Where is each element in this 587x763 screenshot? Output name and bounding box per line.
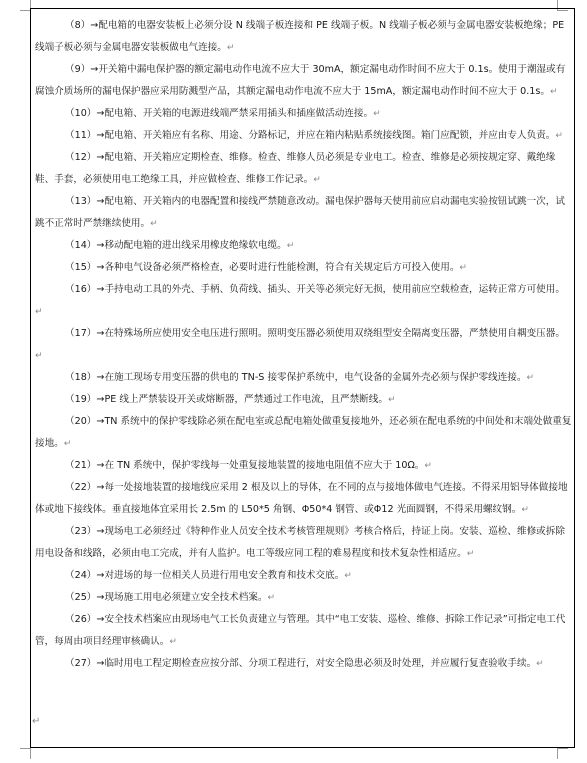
paragraph-mark: ↵ (286, 241, 295, 251)
paragraph-text: →配电箱、开关箱应定期检查、维修。检查、维修人员必须是专业电工。检查、维修是必须按规定穿、戴绝缘鞋、手套，必须使用电工绝缘工具，并应做检查、维修工作记录。 (35, 152, 556, 185)
paragraph-text: →配电箱、开关箱应有名称、用途、分路标记，并应在箱内粘贴系统接线图。箱门应配锁，并应由专人负责。 (96, 130, 556, 141)
paragraph-end-mark: ↵ (32, 716, 41, 727)
paragraph (35, 323, 572, 367)
paragraph-number: （13） (65, 196, 97, 207)
paragraph-mark: ↵ (313, 175, 321, 185)
paragraph (35, 59, 572, 103)
paragraph-text: →对进场的每一位相关人员进行用电安全教育和技术交底。 (96, 570, 345, 581)
paragraph-number: （11） (65, 130, 97, 141)
paragraph-text: →配电箱的电器安装板上必须分设 N 线端子板连接和 PE 线端子板。N 线端子板必须与金属电器安装板绝缘；PE 线端子板必须与金属电器安装板做电气连接。 (35, 20, 565, 53)
paragraph-text: →在特殊场所应使用安全电压进行照明。照明变压器必须使用双绕组型安全隔离变压器，严禁使用自耦变压器。 (96, 328, 565, 339)
paragraph-number: （27） (65, 658, 97, 669)
paragraph (35, 279, 572, 323)
document-page (30, 8, 575, 748)
paragraph-text: →现场电工必须经过《特种作业人员安全技术考核管理规则》考核合格后，持证上岗。安装、巡检、维修或拆除用电设备和线路，必须由电工完成，并有人监护。电工等级应同工程的难易程度和技术复杂性相适应。 (35, 526, 565, 559)
paragraph-mark: ↵ (226, 43, 235, 53)
paragraph-mark: ↵ (267, 593, 276, 603)
paragraph (35, 103, 572, 125)
paragraph-number: （20） (65, 416, 97, 427)
paragraph-mark: ↵ (424, 461, 432, 471)
paragraph-mark: ↵ (466, 549, 475, 559)
paragraph-mark: ↵ (549, 87, 558, 97)
page-corner-bottom-left (20, 748, 31, 759)
paragraph-number: （24） (65, 570, 97, 581)
paragraph (35, 125, 572, 147)
paragraph-text: →配电箱、开关箱内的电器配置和接线严禁随意改动。漏电保护器每天使用前应启动漏电实验按钮试跳一次，试跳不正常时严禁继续使用。 (35, 196, 565, 229)
paragraph-mark: ↵ (63, 439, 72, 449)
paragraph-mark: ↵ (459, 263, 467, 273)
paragraph (35, 367, 572, 389)
paragraph (35, 389, 572, 411)
paragraph-number: （19） (65, 394, 97, 405)
paragraph-mark: ↵ (35, 351, 43, 361)
paragraph (35, 609, 572, 653)
paragraph (35, 147, 572, 191)
paragraph-text: →临时用电工程定期检查应按分部、分项工程进行，对安全隐患必须及时处理，并应履行复查验收手续。 (96, 658, 537, 669)
paragraph-text: →开关箱中漏电保护器的额定漏电动作电流不应大于 30mA，额定漏电动作时间不应大于 0.1s。使用于潮湿或有腐蚀介质场所的漏电保护器应采用防溅型产品，其额定漏电动作电流不应大于 15mA，额定漏电动作时间不应大于 0.1s。 (35, 64, 566, 97)
paragraph (35, 411, 572, 455)
paragraph-mark: ↵ (536, 659, 544, 669)
paragraph-text: →TN 系统中的保护零线除必须在配电室或总配电箱处做重复接地外，还必须在配电系统的中间处和末端处做重复接地。 (35, 416, 572, 449)
paragraph (35, 653, 572, 675)
paragraph-number: （10） (65, 108, 97, 119)
paragraph-text: →PE 线上严禁装设开关或熔断器，严禁通过工作电流，且严禁断线。 (96, 394, 388, 405)
paragraph-mark: ↵ (555, 131, 563, 141)
paragraph-number: （23） (65, 526, 97, 537)
paragraph-text: →手持电动工具的外壳、手柄、负荷线、插头、开关等必须完好无损，使用前应空载检查，运转正常方可使用。 (96, 284, 565, 295)
paragraph-number: （16） (65, 284, 97, 295)
paragraph-text: →现场施工用电必须建立安全技术档案。 (96, 592, 268, 603)
document-body[interactable] (35, 15, 572, 675)
paragraph-number: （21） (65, 460, 97, 471)
paragraph-number: （14） (65, 240, 97, 251)
paragraph (35, 477, 572, 521)
paragraph (35, 15, 572, 59)
paragraph-number: （12） (65, 152, 97, 163)
paragraph-number: （18） (65, 372, 97, 383)
paragraph-number: （22） (65, 482, 97, 493)
paragraph-text: →安全技术档案应由现场电气工长负责建立与管理。其中“电工安装、巡检、维修、拆除工作记录”可指定电工代管，每周由项目经理审核确认。 (35, 614, 566, 647)
paragraph-mark: ↵ (526, 373, 535, 383)
paragraph-text: →每一处接地装置的接地线应采用 2 根及以上的导体，在不同的点与接地体做电气连接。不得采用铝导体做接地体或地下接线体。垂直接地体宜采用长 2.5m 的 L50*5 角钢、Φ50*4 钢管、或Φ12 光面圆钢，不得采用螺纹钢。 (35, 482, 568, 515)
paragraph (35, 587, 572, 609)
paragraph-text: →移动配电箱的进出线采用橡皮绝缘软电缆。 (96, 240, 287, 251)
paragraph (35, 235, 572, 257)
paragraph-mark: ↵ (169, 637, 177, 647)
paragraph-text: →各种电气设备必须严格检查，必要时进行性能检测，符合有关规定后方可投入使用。 (96, 262, 460, 273)
paragraph-number: （17） (65, 328, 97, 339)
paragraph-mark: ↵ (373, 109, 381, 119)
paragraph (35, 521, 572, 565)
paragraph-number: （15） (65, 262, 97, 273)
paragraph-mark: ↵ (521, 505, 529, 515)
paragraph (35, 455, 572, 477)
paragraph-number: （9） (65, 64, 91, 75)
paragraph-number: （26） (65, 614, 97, 625)
paragraph-text: →在 TN 系统中，保护零线每一处重复接地装置的接地电阻值不应大于 10Ω。 (96, 460, 425, 471)
paragraph (35, 257, 572, 279)
paragraph-mark: ↵ (35, 307, 43, 317)
paragraph-text: →在施工现场专用变压器的供电的 TN-S 接零保护系统中，电气设备的金属外壳必须与保护零线连接。 (96, 372, 527, 383)
paragraph-number: （8） (65, 20, 91, 31)
paragraph (35, 191, 572, 235)
paragraph-mark: ↵ (387, 395, 396, 405)
paragraph-text: →配电箱、开关箱的电源进线端严禁采用插头和插座做活动连接。 (96, 108, 374, 119)
paragraph-mark: ↵ (344, 571, 352, 581)
paragraph-mark: ↵ (150, 219, 158, 229)
page-corner-bottom-right (557, 748, 568, 759)
paragraph-number: （25） (65, 592, 97, 603)
paragraph (35, 565, 572, 587)
